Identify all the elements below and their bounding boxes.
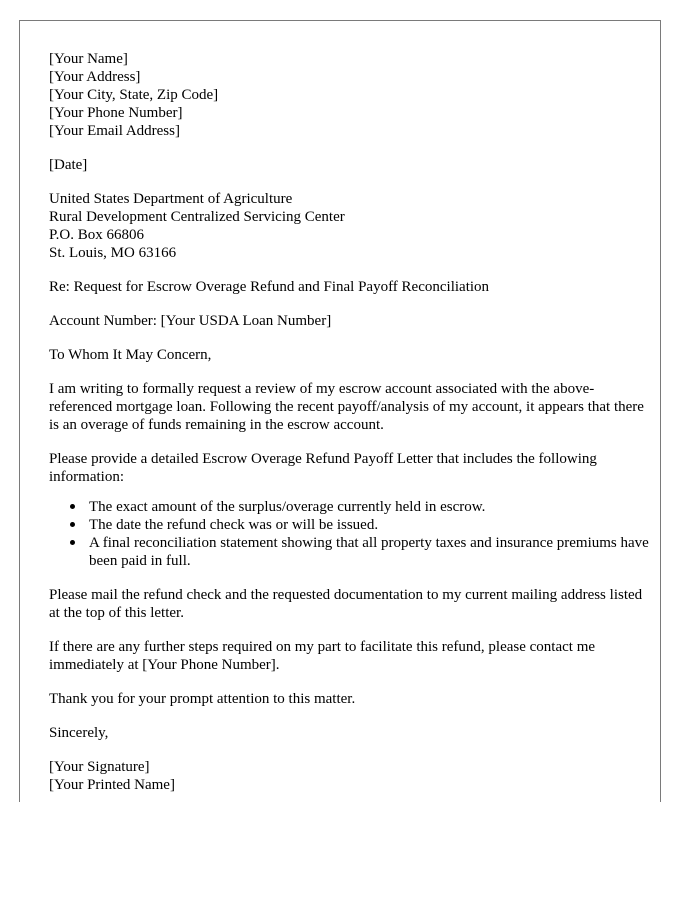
list-item-text: A final reconciliation statement showing that all property taxes and insurance premiums have been paid in full. <box>89 535 649 569</box>
body-paragraph-4: If there are any further steps required on my part to facilitate this refund, please contact me immediately at [Your Phone Number]. <box>49 639 596 673</box>
letter-content <box>49 50 649 794</box>
request-list <box>49 498 649 570</box>
closing: Sincerely, <box>49 725 109 741</box>
printed-name: [Your Printed Name] <box>49 777 175 793</box>
body-paragraph-3: Please mail the refund check and the requested documentation to my current mailing address listed at the top of this letter. <box>49 587 643 621</box>
letter-page <box>19 20 661 802</box>
bullet-icon <box>67 534 77 552</box>
body-paragraph-2: Please provide a detailed Escrow Overage Refund Payoff Letter that includes the following information: <box>49 451 597 485</box>
list-item-text: The exact amount of the surplus/overage currently held in escrow. <box>89 499 486 515</box>
sender-block <box>49 50 649 140</box>
letter-date: [Date] <box>49 157 88 173</box>
recipient-block <box>49 190 649 262</box>
recipient-line-2: Rural Development Centralized Servicing Center <box>49 209 345 225</box>
body-paragraph-5: Thank you for your prompt attention to this matter. <box>49 691 356 707</box>
subject-line: Re: Request for Escrow Overage Refund and Final Payoff Reconciliation <box>49 279 490 295</box>
bullet-icon <box>67 516 77 534</box>
sender-city-state-zip: [Your City, State, Zip Code] <box>49 87 219 103</box>
sender-address: [Your Address] <box>49 69 141 85</box>
recipient-line-1: United States Department of Agriculture <box>49 191 293 207</box>
list-item <box>89 516 649 534</box>
list-item <box>89 534 649 570</box>
list-item <box>89 498 649 516</box>
bullet-icon <box>67 498 77 516</box>
sender-email: [Your Email Address] <box>49 123 180 139</box>
signature-block <box>49 758 649 794</box>
sender-name: [Your Name] <box>49 51 128 67</box>
recipient-line-3: P.O. Box 66806 <box>49 227 145 243</box>
signature-placeholder: [Your Signature] <box>49 759 150 775</box>
list-item-text: The date the refund check was or will be issued. <box>89 517 379 533</box>
salutation: To Whom It May Concern, <box>49 347 212 363</box>
recipient-line-4: St. Louis, MO 63166 <box>49 245 177 261</box>
sender-phone: [Your Phone Number] <box>49 105 183 121</box>
body-paragraph-1: I am writing to formally request a review of my escrow account associated with the above-referenced mortgage loan. Following the recent payoff/analysis of my account, it appears that there is an overage of funds remaining in the escrow account. <box>49 381 644 433</box>
account-number: Account Number: [Your USDA Loan Number] <box>49 313 332 329</box>
